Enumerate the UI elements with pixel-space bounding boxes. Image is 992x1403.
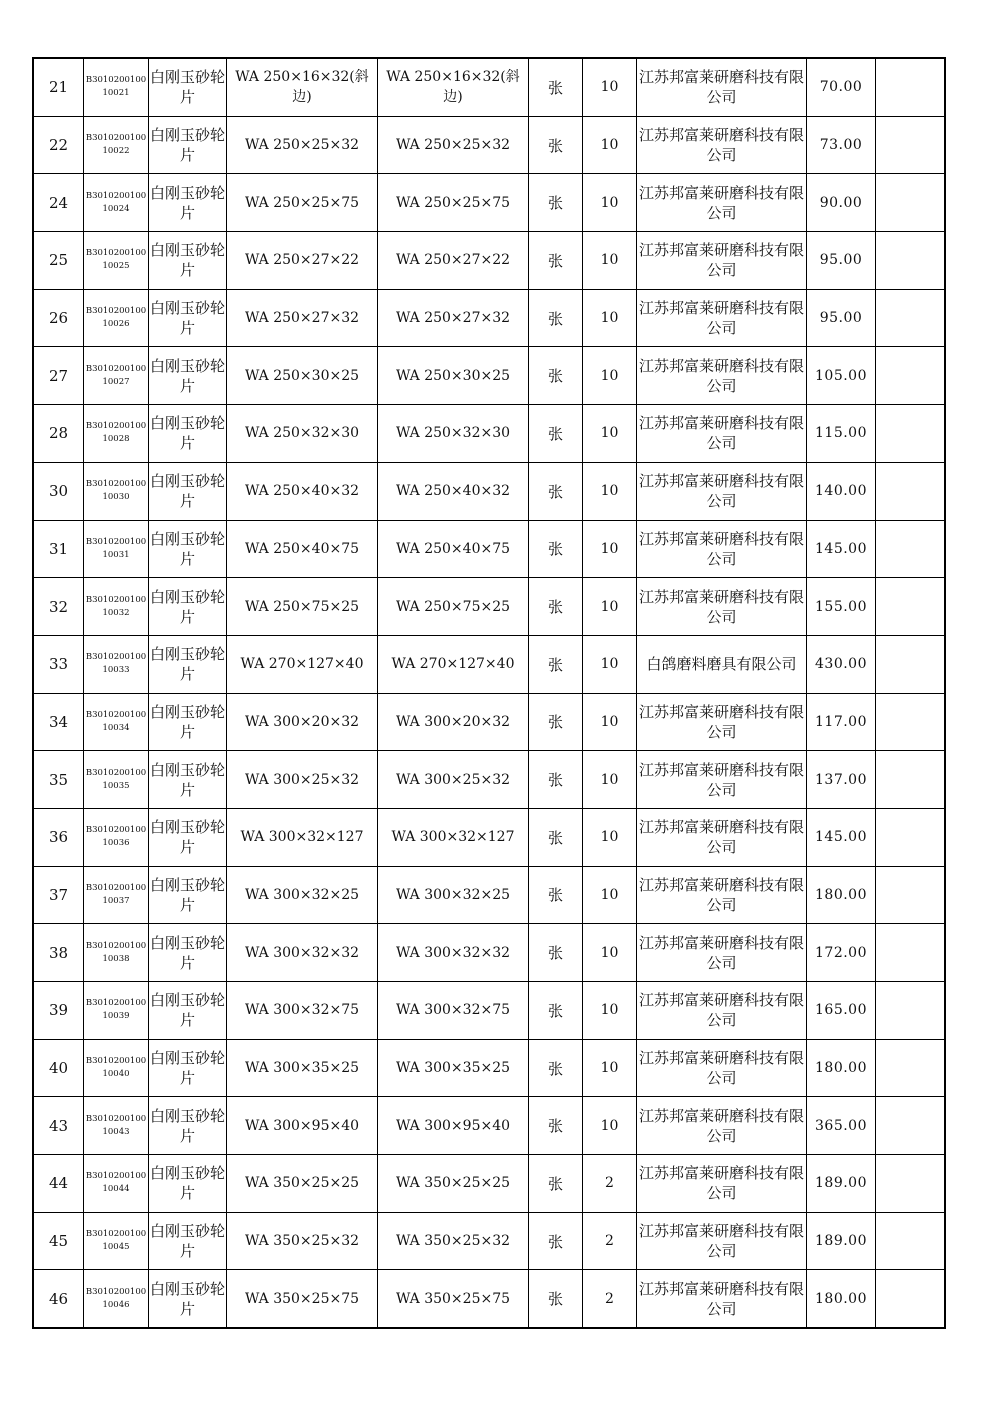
supplier-name: 江苏邦富莱研磨科技有限公司 [637,289,807,347]
row-number: 44 [33,1155,84,1213]
item-unit: 张 [529,693,583,751]
item-spec: WA 270×127×40 [227,635,378,693]
table-row [33,405,945,463]
unit-price: 95.00 [807,289,876,347]
item-quantity: 2 [583,1155,637,1213]
remark-cell [876,635,946,693]
item-spec-2: WA 270×127×40 [378,635,529,693]
remark-cell [876,520,946,578]
item-spec-2: WA 250×27×32 [378,289,529,347]
item-name: 白刚玉砂轮片 [149,1097,227,1155]
remark-cell [876,116,946,174]
unit-price: 115.00 [807,405,876,463]
item-quantity: 10 [583,924,637,982]
unit-price: 430.00 [807,635,876,693]
item-code: B301020010010036 [84,808,149,866]
row-number: 45 [33,1212,84,1270]
unit-price: 180.00 [807,866,876,924]
remark-cell [876,1270,946,1328]
item-code: B301020010010031 [84,520,149,578]
item-name: 白刚玉砂轮片 [149,58,227,116]
table-row [33,232,945,290]
supplier-name: 江苏邦富莱研磨科技有限公司 [637,693,807,751]
item-spec: WA 300×25×32 [227,751,378,809]
table-row [33,174,945,232]
item-code: B301020010010034 [84,693,149,751]
item-unit: 张 [529,462,583,520]
item-spec: WA 250×40×32 [227,462,378,520]
row-number: 33 [33,635,84,693]
item-name: 白刚玉砂轮片 [149,405,227,463]
row-number: 24 [33,174,84,232]
item-quantity: 10 [583,405,637,463]
unit-price: 105.00 [807,347,876,405]
item-code: B301020010010027 [84,347,149,405]
item-code: B301020010010030 [84,462,149,520]
item-code: B301020010010021 [84,58,149,116]
unit-price: 117.00 [807,693,876,751]
item-code: B301020010010024 [84,174,149,232]
item-spec: WA 250×40×75 [227,520,378,578]
item-code: B301020010010037 [84,866,149,924]
supplier-name: 江苏邦富莱研磨科技有限公司 [637,1212,807,1270]
table-row [33,1155,945,1213]
item-spec: WA 250×75×25 [227,578,378,636]
supplier-name: 江苏邦富莱研磨科技有限公司 [637,808,807,866]
remark-cell [876,693,946,751]
remark-cell [876,751,946,809]
item-name: 白刚玉砂轮片 [149,1270,227,1328]
row-number: 34 [33,693,84,751]
supplier-name: 江苏邦富莱研磨科技有限公司 [637,520,807,578]
item-unit: 张 [529,924,583,982]
row-number: 37 [33,866,84,924]
item-name: 白刚玉砂轮片 [149,924,227,982]
item-name: 白刚玉砂轮片 [149,808,227,866]
item-spec-2: WA 250×40×75 [378,520,529,578]
item-quantity: 10 [583,174,637,232]
supplier-name: 江苏邦富莱研磨科技有限公司 [637,232,807,290]
item-spec-2: WA 250×25×75 [378,174,529,232]
item-spec: WA 250×25×75 [227,174,378,232]
unit-price: 137.00 [807,751,876,809]
supplier-name: 江苏邦富莱研磨科技有限公司 [637,462,807,520]
item-name: 白刚玉砂轮片 [149,751,227,809]
item-quantity: 10 [583,1097,637,1155]
row-number: 43 [33,1097,84,1155]
row-number: 21 [33,58,84,116]
item-name: 白刚玉砂轮片 [149,635,227,693]
unit-price: 73.00 [807,116,876,174]
item-quantity: 10 [583,116,637,174]
item-quantity: 10 [583,751,637,809]
item-quantity: 10 [583,462,637,520]
item-spec-2: WA 250×25×32 [378,116,529,174]
item-spec-2: WA 250×30×25 [378,347,529,405]
unit-price: 155.00 [807,578,876,636]
unit-price: 165.00 [807,982,876,1040]
supplier-name: 江苏邦富莱研磨科技有限公司 [637,924,807,982]
table-row [33,289,945,347]
item-code: B301020010010044 [84,1155,149,1213]
item-spec-2: WA 300×32×32 [378,924,529,982]
item-spec-2: WA 350×25×32 [378,1212,529,1270]
row-number: 31 [33,520,84,578]
remark-cell [876,1155,946,1213]
row-number: 39 [33,982,84,1040]
remark-cell [876,924,946,982]
item-name: 白刚玉砂轮片 [149,1155,227,1213]
item-name: 白刚玉砂轮片 [149,578,227,636]
remark-cell [876,1212,946,1270]
item-spec: WA 250×16×32(斜边) [227,58,378,116]
item-quantity: 10 [583,693,637,751]
unit-price: 140.00 [807,462,876,520]
remark-cell [876,462,946,520]
table-row [33,866,945,924]
row-number: 27 [33,347,84,405]
item-spec-2: WA 250×27×22 [378,232,529,290]
item-unit: 张 [529,289,583,347]
item-unit: 张 [529,578,583,636]
remark-cell [876,1097,946,1155]
row-number: 46 [33,1270,84,1328]
item-unit: 张 [529,866,583,924]
supplier-name: 江苏邦富莱研磨科技有限公司 [637,347,807,405]
item-quantity: 10 [583,58,637,116]
table-row [33,1270,945,1328]
item-code: B301020010010022 [84,116,149,174]
item-unit: 张 [529,1155,583,1213]
item-spec-2: WA 350×25×75 [378,1270,529,1328]
price-list-table [32,57,946,1329]
unit-price: 90.00 [807,174,876,232]
item-name: 白刚玉砂轮片 [149,232,227,290]
table-body [33,58,945,1328]
item-unit: 张 [529,1039,583,1097]
supplier-name: 江苏邦富莱研磨科技有限公司 [637,578,807,636]
item-name: 白刚玉砂轮片 [149,174,227,232]
supplier-name: 江苏邦富莱研磨科技有限公司 [637,1039,807,1097]
remark-cell [876,1039,946,1097]
item-spec: WA 250×30×25 [227,347,378,405]
item-quantity: 10 [583,635,637,693]
item-unit: 张 [529,405,583,463]
item-spec: WA 350×25×32 [227,1212,378,1270]
item-quantity: 2 [583,1212,637,1270]
item-unit: 张 [529,1212,583,1270]
unit-price: 70.00 [807,58,876,116]
item-spec: WA 250×25×32 [227,116,378,174]
item-code: B301020010010039 [84,982,149,1040]
item-name: 白刚玉砂轮片 [149,462,227,520]
table-row [33,58,945,116]
supplier-name: 江苏邦富莱研磨科技有限公司 [637,174,807,232]
row-number: 40 [33,1039,84,1097]
row-number: 30 [33,462,84,520]
row-number: 32 [33,578,84,636]
item-code: B301020010010025 [84,232,149,290]
item-spec: WA 300×95×40 [227,1097,378,1155]
supplier-name: 江苏邦富莱研磨科技有限公司 [637,58,807,116]
remark-cell [876,982,946,1040]
table-row [33,924,945,982]
row-number: 26 [33,289,84,347]
item-spec-2: WA 300×95×40 [378,1097,529,1155]
item-code: B301020010010040 [84,1039,149,1097]
item-spec-2: WA 250×40×32 [378,462,529,520]
row-number: 36 [33,808,84,866]
supplier-name: 江苏邦富莱研磨科技有限公司 [637,982,807,1040]
item-code: B301020010010038 [84,924,149,982]
item-spec: WA 300×20×32 [227,693,378,751]
item-spec-2: WA 300×20×32 [378,693,529,751]
item-quantity: 10 [583,1039,637,1097]
item-name: 白刚玉砂轮片 [149,693,227,751]
item-code: B301020010010028 [84,405,149,463]
table-row [33,520,945,578]
unit-price: 180.00 [807,1270,876,1328]
item-quantity: 10 [583,578,637,636]
item-spec-2: WA 350×25×25 [378,1155,529,1213]
item-spec: WA 350×25×75 [227,1270,378,1328]
supplier-name: 白鸽磨料磨具有限公司 [637,635,807,693]
remark-cell [876,578,946,636]
item-name: 白刚玉砂轮片 [149,347,227,405]
table-row [33,462,945,520]
item-quantity: 10 [583,866,637,924]
unit-price: 95.00 [807,232,876,290]
item-name: 白刚玉砂轮片 [149,1039,227,1097]
item-spec: WA 250×27×32 [227,289,378,347]
table-row [33,751,945,809]
item-unit: 张 [529,174,583,232]
item-unit: 张 [529,1270,583,1328]
item-unit: 张 [529,982,583,1040]
item-unit: 张 [529,520,583,578]
item-spec: WA 300×35×25 [227,1039,378,1097]
item-spec: WA 250×27×22 [227,232,378,290]
remark-cell [876,866,946,924]
item-quantity: 10 [583,289,637,347]
supplier-name: 江苏邦富莱研磨科技有限公司 [637,116,807,174]
row-number: 38 [33,924,84,982]
unit-price: 180.00 [807,1039,876,1097]
remark-cell [876,289,946,347]
item-spec: WA 350×25×25 [227,1155,378,1213]
row-number: 25 [33,232,84,290]
item-name: 白刚玉砂轮片 [149,982,227,1040]
item-spec: WA 300×32×127 [227,808,378,866]
table-row [33,982,945,1040]
table-row [33,347,945,405]
supplier-name: 江苏邦富莱研磨科技有限公司 [637,866,807,924]
unit-price: 145.00 [807,808,876,866]
remark-cell [876,808,946,866]
item-name: 白刚玉砂轮片 [149,116,227,174]
item-unit: 张 [529,635,583,693]
table-row [33,578,945,636]
item-spec-2: WA 250×16×32(斜边) [378,58,529,116]
unit-price: 189.00 [807,1155,876,1213]
unit-price: 172.00 [807,924,876,982]
item-spec-2: WA 300×32×127 [378,808,529,866]
remark-cell [876,405,946,463]
item-name: 白刚玉砂轮片 [149,520,227,578]
item-spec-2: WA 300×32×25 [378,866,529,924]
remark-cell [876,347,946,405]
item-spec: WA 300×32×75 [227,982,378,1040]
item-quantity: 10 [583,347,637,405]
unit-price: 365.00 [807,1097,876,1155]
table-row [33,693,945,751]
item-spec: WA 300×32×25 [227,866,378,924]
item-name: 白刚玉砂轮片 [149,866,227,924]
unit-price: 189.00 [807,1212,876,1270]
item-unit: 张 [529,116,583,174]
item-code: B301020010010035 [84,751,149,809]
table-row [33,1212,945,1270]
unit-price: 145.00 [807,520,876,578]
row-number: 28 [33,405,84,463]
item-name: 白刚玉砂轮片 [149,1212,227,1270]
table-row [33,116,945,174]
remark-cell [876,58,946,116]
item-spec-2: WA 300×25×32 [378,751,529,809]
item-unit: 张 [529,58,583,116]
item-code: B301020010010046 [84,1270,149,1328]
item-name: 白刚玉砂轮片 [149,289,227,347]
row-number: 22 [33,116,84,174]
item-spec: WA 250×32×30 [227,405,378,463]
remark-cell [876,174,946,232]
item-spec-2: WA 300×32×75 [378,982,529,1040]
supplier-name: 江苏邦富莱研磨科技有限公司 [637,1155,807,1213]
item-unit: 张 [529,232,583,290]
table-row [33,635,945,693]
supplier-name: 江苏邦富莱研磨科技有限公司 [637,405,807,463]
item-spec-2: WA 250×32×30 [378,405,529,463]
row-number: 35 [33,751,84,809]
item-spec-2: WA 300×35×25 [378,1039,529,1097]
table-row [33,808,945,866]
item-quantity: 10 [583,808,637,866]
item-quantity: 10 [583,520,637,578]
item-code: B301020010010043 [84,1097,149,1155]
item-quantity: 10 [583,232,637,290]
item-quantity: 2 [583,1270,637,1328]
item-code: B301020010010045 [84,1212,149,1270]
item-quantity: 10 [583,982,637,1040]
item-unit: 张 [529,1097,583,1155]
supplier-name: 江苏邦富莱研磨科技有限公司 [637,1270,807,1328]
table-row [33,1039,945,1097]
item-code: B301020010010033 [84,635,149,693]
item-spec: WA 300×32×32 [227,924,378,982]
item-unit: 张 [529,808,583,866]
table-row [33,1097,945,1155]
supplier-name: 江苏邦富莱研磨科技有限公司 [637,1097,807,1155]
supplier-name: 江苏邦富莱研磨科技有限公司 [637,751,807,809]
item-spec-2: WA 250×75×25 [378,578,529,636]
item-code: B301020010010026 [84,289,149,347]
remark-cell [876,232,946,290]
item-unit: 张 [529,751,583,809]
item-unit: 张 [529,347,583,405]
item-code: B301020010010032 [84,578,149,636]
